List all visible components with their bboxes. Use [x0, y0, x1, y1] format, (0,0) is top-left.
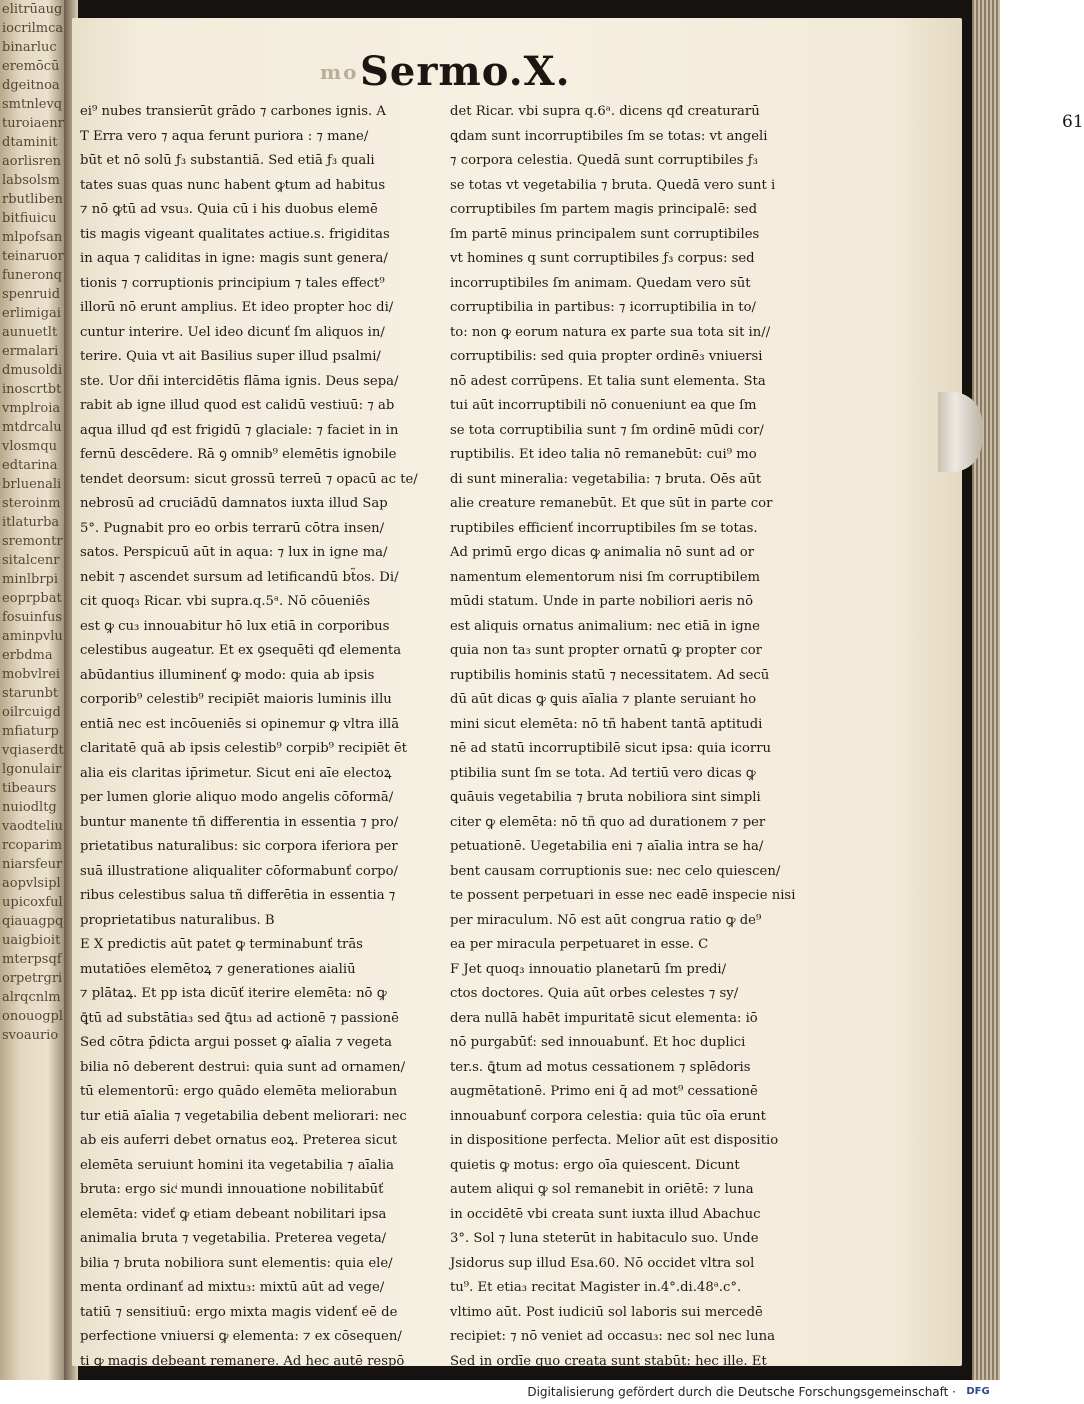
text-line: corruptibilia in partibus: ⁊ icorruptibilia in to/ [450, 300, 756, 315]
text-line: ruptibilis. Et ideo talia nō remanebūt: cui⁹ mo [450, 447, 757, 462]
text-line: se totas vt vegetabilia ⁊ bruta. Quedā vero sunt i [450, 177, 776, 193]
text-line: petuationē. Uegetabilia eni ⁊ aīalia intra se ha/ [450, 839, 764, 854]
text-line: augmētationē. Primo eni q̄ ad mot⁹ cessationē [450, 1084, 758, 1099]
text-line: in aqua ⁊ caliditas in igne: magis sunt genera/ [80, 251, 388, 266]
text-line: abūdantius illuminenť ꝙ modo: quia ab ipsis [80, 667, 375, 683]
text-line: se tota corruptibilia sunt ⁊ ſm ordinē mūdi cor/ [450, 422, 764, 438]
text-line: dera nullā habēt impuritatē sicut elementa: iō [450, 1010, 758, 1026]
text-line: Jsidorus sup illud Esa.60. Nō occidet vltra sol [450, 1255, 755, 1271]
text-line: Ad primū ergo dicas ꝙ animalia nō sunt ad or [450, 545, 754, 560]
text-line: Sed in ordīe quo creata sunt stabūt: hec ille. Et [450, 1353, 767, 1369]
funding-credit: Digitalisierung gefördert durch die Deutsche Forschungsgemeinschaft · [527, 1385, 956, 1399]
text-line: per lumen glorie aliquo modo angelis cōformā/ [80, 790, 394, 805]
facing-page-text: elitrūaugiocrilmcabinarluceremōcūdgeitnoasmtnlevqturoiaenrdtaminitaorlisrenlabsolsmrbutlibenbitfiuicumlpofsanteinaruorfuneronqspenruiderlimigaiaunuetltermalaridmusoldiinoscrtbtvmplroiamtdrcaluvlosmquedtarinabrluenalisteroinmitlaturbasremontrsitalcenrminlbrpieoprpbatfosuinfusaminpvluerbdmamobvlreistarunbtoilrcuigdmfiaturpvqiaserdtlgonulairtibeaursnuiodltgvaodteliurcoparimniarsfeuraopvlsiplupicoxfulqiauagpquaigbioitmterpsqforpetrgrialrqcnlmonouogplsvoaurio [2, 2, 64, 1043]
text-line: bilia ⁊ bruta nobiliora sunt elementis: quia ele/ [80, 1255, 393, 1271]
text-line: nō adest corrūpens. Et talia sunt elementa. Sta [450, 373, 766, 389]
text-line: alie creature remanebūt. Et que sūt in parte cor [450, 496, 773, 511]
text-line: tū elementorū: ergo quādo elemēta meliorabun [80, 1084, 398, 1099]
text-line: per miraculum. Nō est aūt congrua ratio ꝙ de⁹ [450, 912, 762, 928]
text-line: Sed cōtra p̄dicta argui posset ꝙ aīalia ⁊ vegeta [80, 1035, 392, 1050]
text-line: mutatiōes elemētoꝝ ⁊ generationes aialiū [80, 961, 356, 977]
text-line: ter.s. ꝗ̄tum ad motus cessationem ⁊ splēdoris [450, 1059, 751, 1075]
text-line: tur etiā aīalia ⁊ vegetabilia debent meliorari: nec [80, 1108, 407, 1124]
text-line: ſm partē minus principalem sunt corruptibiles [450, 226, 760, 242]
bleed-through-text: mo [320, 60, 359, 84]
text-line: cuntur interire. Uel ideo dicunť ſm aliquos in/ [80, 324, 385, 340]
text-line: tatiū ⁊ sensitiuū: ergo mixta magis videnť eē de [80, 1304, 398, 1320]
text-line: F Jet quoq₃ innouatio planetarū ſm predi/ [450, 961, 727, 977]
text-line: tu⁹. Et etia₃ recitat Magister in.4°.di.48ᵃ.c°. [450, 1280, 742, 1295]
text-line: te possent perpetuari in esse nec eadē inspecie nisi [450, 888, 796, 903]
text-line: tui aūt incorruptibili nō conueniunt ea que ſm [450, 398, 757, 413]
text-line: incorruptibiles ſm animam. Quedam vero sūt [450, 275, 751, 291]
text-line: celestibus augeatur. Et ex ꝯsequēti qđ elementa [80, 643, 402, 658]
text-line: est aliquis ornatus animalium: nec etiā in igne [450, 618, 760, 634]
text-line: innouabunť corpora celestia: quia tūc oīa erunt [450, 1108, 766, 1124]
text-line: perfectione vniuersi ꝙ elementa: ⁊ ex cōsequen/ [80, 1329, 402, 1344]
text-line: nebrosū ad cruciādū damnatos iuxta illud Sap [80, 496, 388, 511]
text-line: fernū descēdere. Rā ꝯ omnib⁹ elemētis ignobile [80, 447, 397, 462]
text-line: ⁊ nō ꝙtū ad vsu₃. Quia cū i his duobus elemē [80, 202, 378, 217]
text-line: autem aliqui ꝙ sol remanebit in oriētē: ⁊ luna [450, 1182, 754, 1197]
page-clip [938, 392, 982, 472]
text-line: mūdi statum. Unde in parte nobiliori aeris nō [450, 594, 754, 609]
text-line: in dispositione perfecta. Melior aūt est dispositio [450, 1133, 779, 1148]
text-line: bilia nō deberent destrui: quia sunt ad ornamen/ [80, 1059, 406, 1075]
text-line: ꝗuāuis vegetabilia ⁊ bruta nobiliora sint simpli [450, 790, 761, 805]
text-line: aqua illud qđ est frigidū ⁊ glaciale: ⁊ faciet in in [80, 422, 399, 438]
text-line: di sunt mineralia: vegetabilia: ⁊ bruta. Oēs aūt [450, 471, 762, 487]
text-line: ruptibilis hominis statū ⁊ necessitatem. Ad secū [450, 667, 770, 683]
text-line: suā illustratione aliqualiter cōformabunť corpo/ [80, 863, 398, 879]
text-line: ⁊ plātaꝝ. Et pp ista dicūť iterire elemēta: nō ꝙ [80, 986, 387, 1001]
text-line: cit quoq₃ Ricar. vbi supra.q.5ᵃ. Nō cōueniēs [80, 594, 370, 609]
text-line: nō purgabūť: sed innouabunť. Et hoc duplici [450, 1035, 746, 1050]
text-line: ste. Uor dñi intercidētis flāma ignis. Deus sepa/ [80, 373, 399, 389]
text-line: rabit ab igne illud quod est calidū vestiuū: ⁊ ab [80, 398, 395, 413]
text-line: alia eis claritas ip̄rimetur. Sicut eni aīe electoꝝ [80, 765, 392, 781]
text-line: ruptibiles efficienť incorruptibiles ſm se totas. [450, 520, 758, 536]
text-line: entiā nec est incōueniēs si opinemur ꝙ vltra illā [80, 716, 400, 732]
page-edges [972, 0, 1000, 1380]
text-line: corruptibilis: sed quia propter ordinē₃ vniuersi [450, 349, 763, 364]
text-line: nē ad statū incorruptibilē sicut ipsa: quia icorru [450, 741, 772, 756]
footer-bar [0, 1380, 1000, 1404]
text-line: quietis ꝙ motus: ergo oīa quiescent. Dicunt [450, 1157, 740, 1173]
text-column-left [80, 100, 438, 1374]
text-line: ribus celestibus salua tñ differētia in essentia ⁊ [80, 888, 396, 903]
text-line: ab eis auferri debet ornatus eoꝝ. Preterea sicut [80, 1133, 398, 1148]
text-line: tis magis vigeant qualitates actiue.s. frigiditas [80, 226, 390, 242]
text-line: namentum elementorum nisi ſm corruptibilem [450, 569, 761, 585]
text-line: claritatē quā ab ipsis celestib⁹ corpib⁹ recipiēt ēt [80, 741, 407, 756]
text-line: satos. Perspicuū aūt in aqua: ⁊ lux in igne ma/ [80, 545, 388, 560]
text-line: corporib⁹ celestib⁹ recipiēt maioris luminis illu [80, 692, 392, 707]
text-line: ei⁹ nubes transierūt grādo ⁊ carbones ignis. A [80, 104, 386, 119]
text-line: vltimo aūt. Post iudiciū sol laboris sui mercedē [450, 1304, 763, 1320]
running-head: Sermo.X. [360, 48, 571, 95]
text-line: būt et nō solū ƒ₃ substantiā. Sed etiā ƒ₃ quali [80, 153, 375, 168]
text-line: mini sicut elemēta: nō tñ habent tantā aptitudi [450, 716, 763, 732]
text-line: elemēta seruiunt homini ita vegetabilia ⁊ aīalia [80, 1157, 394, 1173]
text-line: vt homines q sunt corruptibiles ƒ₃ corpus: sed [450, 251, 755, 266]
text-line: ꝗdam sunt incorruptibiles ſm se totas: vt angeli [450, 128, 768, 144]
text-line: menta ordinanť ad mixtu₃: mixtū aūt ad vege/ [80, 1280, 385, 1295]
text-line: tionis ⁊ corruptionis principium ⁊ tales effect⁹ [80, 275, 385, 291]
text-line: 5°. Pugnabit pro eo orbis terrarū cōtra insen/ [80, 520, 385, 536]
text-line: tendet deorsum: sicut grossū terreū ⁊ opacū ac te/ [80, 471, 418, 487]
text-line: ꝗ̄tū ad substātia₃ sed ꝗ̄tu₃ ad actionē ⁊ passionē [80, 1010, 399, 1026]
text-line: 3°. Sol ⁊ luna steterūt in habitaculo suo. Unde [450, 1231, 759, 1246]
text-line: det Ricar. vbi supra q.6ᵃ. dicens qđ creaturarū [450, 104, 760, 119]
text-line: ti ꝙ magis debeant remanere. Ad hec autē respō [80, 1353, 405, 1369]
text-line: bruta: ergo sicͥ mundi innouatione nobilitabūť [80, 1182, 384, 1197]
text-line: to: non ꝙ eorum natura ex parte sua tota sit in// [450, 324, 771, 340]
text-line: tates suas quas nunc habent ꝙtum ad habitus [80, 177, 386, 193]
text-line: est ꝙ cu₃ innouabitur hō lux etiā in corporibus [80, 618, 390, 634]
text-column-right [450, 100, 814, 1374]
text-line: bent causam corruptionis sue: nec celo quiescen/ [450, 863, 781, 879]
text-line: ctos doctores. Quia aūt orbes celestes ⁊ sy/ [450, 986, 739, 1001]
text-line: animalia bruta ⁊ vegetabilia. Preterea vegeta/ [80, 1231, 387, 1246]
text-line: dū aūt dicas ꝙ ꝗuis aīalia ⁊ plante seruiant ho [450, 692, 757, 707]
text-line: T Erra vero ⁊ aqua ferunt puriora : ⁊ mane/ [80, 128, 369, 144]
text-line: prietatibus naturalibus: sic corpora iferiora per [80, 839, 398, 854]
text-line: nebit ⁊ ascendet sursum ad letificandū bt̃os. Di/ [80, 569, 399, 585]
text-line: citer ꝙ elemēta: nō tñ quo ad durationem ⁊ per [450, 814, 766, 830]
text-line: E X predictis aūt patet ꝙ terminabunť trās [80, 937, 363, 952]
text-line: in occidētē vbi creata sunt iuxta illud Abachuc [450, 1206, 761, 1222]
text-line: recipiet: ⁊ nō veniet ad occasu₃: nec sol nec luna [450, 1329, 775, 1344]
dfg-logo: DFG [966, 1386, 990, 1397]
text-line: ptibilia sunt ſm se tota. Ad tertiū vero dicas ꝙ [450, 765, 756, 781]
text-line: buntur manente tñ differentia in essentia ⁊ pro/ [80, 814, 399, 830]
text-line: ⁊ corpora celestia. Quedā sunt corruptibiles ƒ₃ [450, 153, 758, 168]
text-line: elemēta: videť ꝙ etiam debeant nobilitari ipsa [80, 1206, 387, 1222]
text-line: ea per miracula perpetuaret in esse. C [450, 937, 709, 952]
text-line: quia non ta₃ sunt propter ornatū ꝙ propter cor [450, 643, 762, 658]
text-line: illorū nō erunt amplius. Et ideo propter hoc di/ [80, 300, 394, 315]
text-line: proprietatibus naturalibus. B [80, 912, 275, 928]
folio-number: 61 [1062, 112, 1084, 132]
text-line: terire. Quia vt ait Basilius super illud psalmi/ [80, 349, 381, 364]
facing-page-left [0, 0, 68, 1380]
text-line: corruptibiles ſm partem magis principalē: sed [450, 202, 758, 217]
